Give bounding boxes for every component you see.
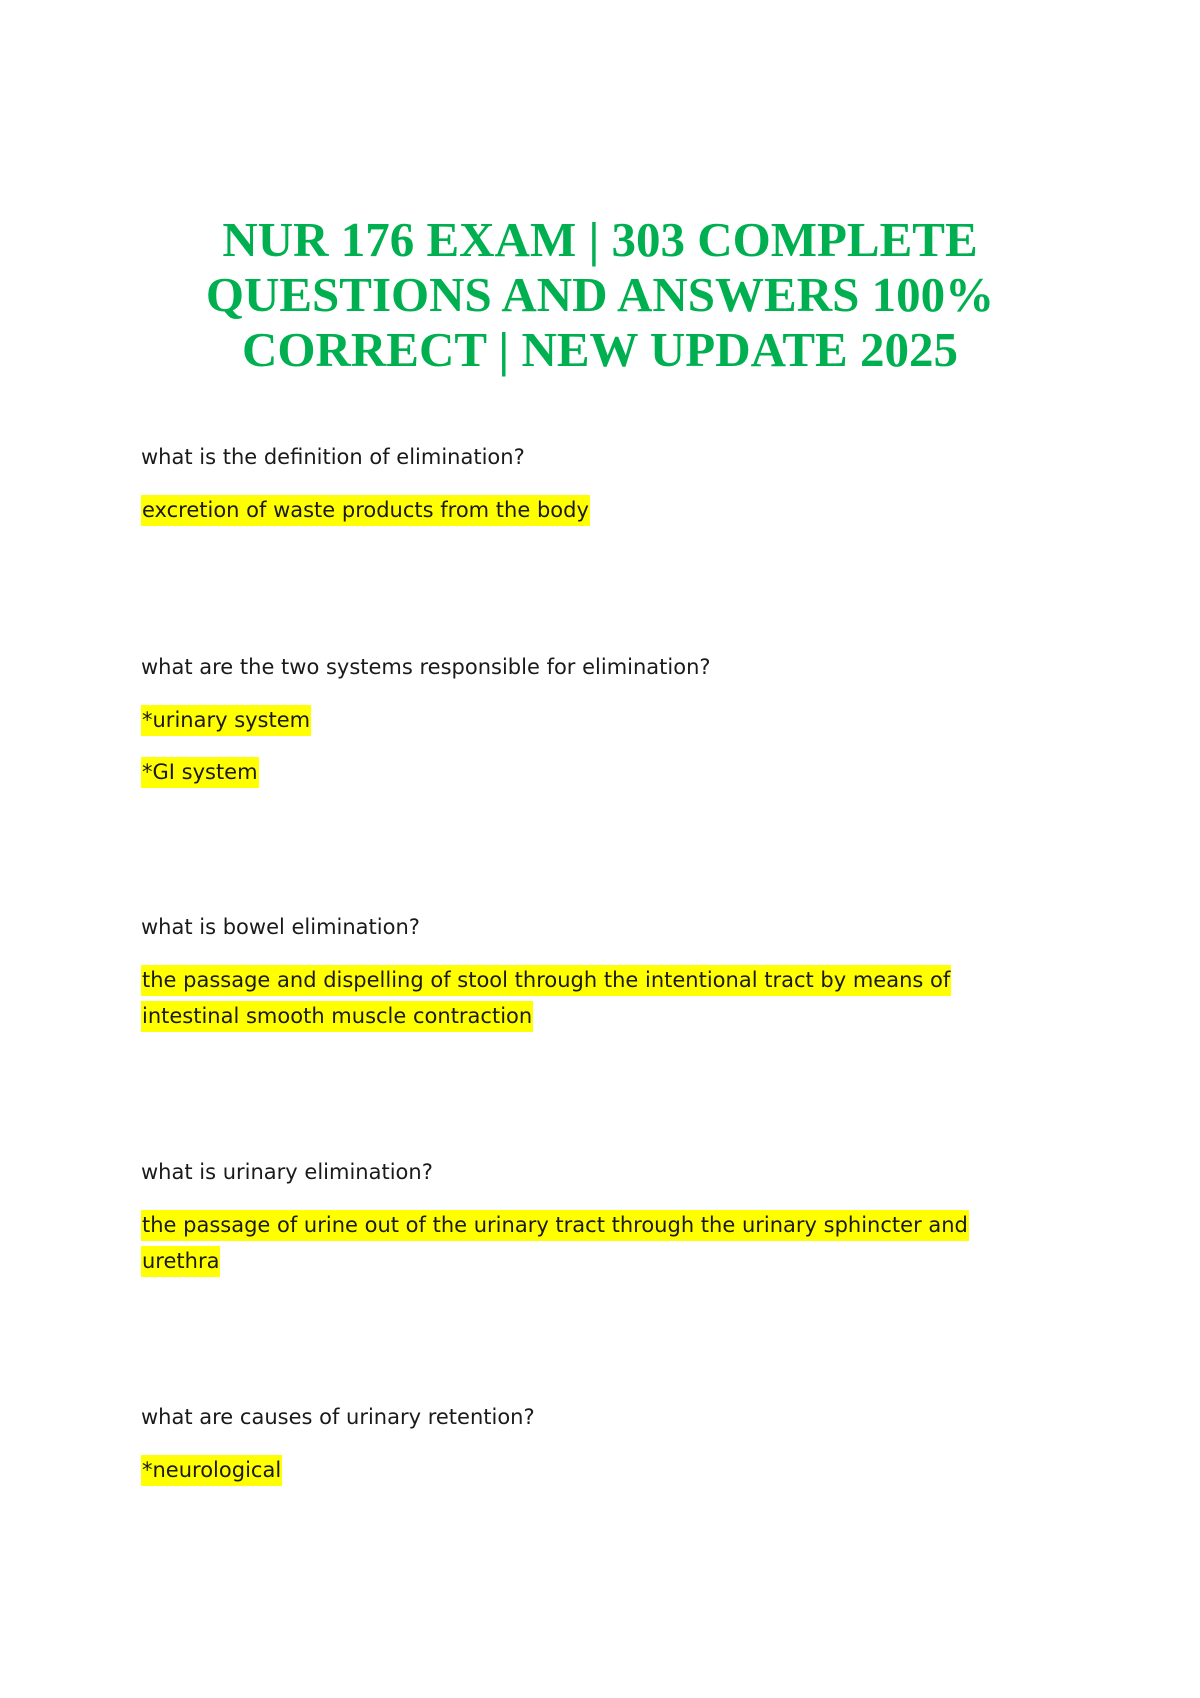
answer-4 (141, 1207, 1041, 1279)
answer-2b-highlight: *GI system (141, 757, 259, 788)
question-3: what is bowel elimination? (141, 915, 420, 939)
answer-5 (141, 1452, 282, 1488)
answer-3-highlight: the passage and dispelling of stool through the intentional tract by means of intestinal smooth muscle contraction (141, 965, 951, 1032)
answer-2a (141, 702, 311, 738)
answer-4-highlight: the passage of urine out of the urinary tract through the urinary sphincter and urethra (141, 1210, 969, 1277)
question-2: what are the two systems responsible for elimination? (141, 655, 711, 679)
answer-1-highlight: excretion of waste products from the body (141, 495, 590, 526)
answer-1 (141, 492, 590, 528)
question-1: what is the definition of elimination? (141, 445, 525, 469)
question-4: what is urinary elimination? (141, 1160, 433, 1184)
answer-2b (141, 754, 259, 790)
document-title: NUR 176 EXAM | 303 COMPLETE QUESTIONS AND ANSWERS 100% CORRECT | NEW UPDATE 2025 (205, 212, 995, 377)
answer-5-highlight: *neurological (141, 1455, 282, 1486)
answer-2a-highlight: *urinary system (141, 705, 311, 736)
answer-3 (141, 962, 1041, 1034)
question-5: what are causes of urinary retention? (141, 1405, 535, 1429)
